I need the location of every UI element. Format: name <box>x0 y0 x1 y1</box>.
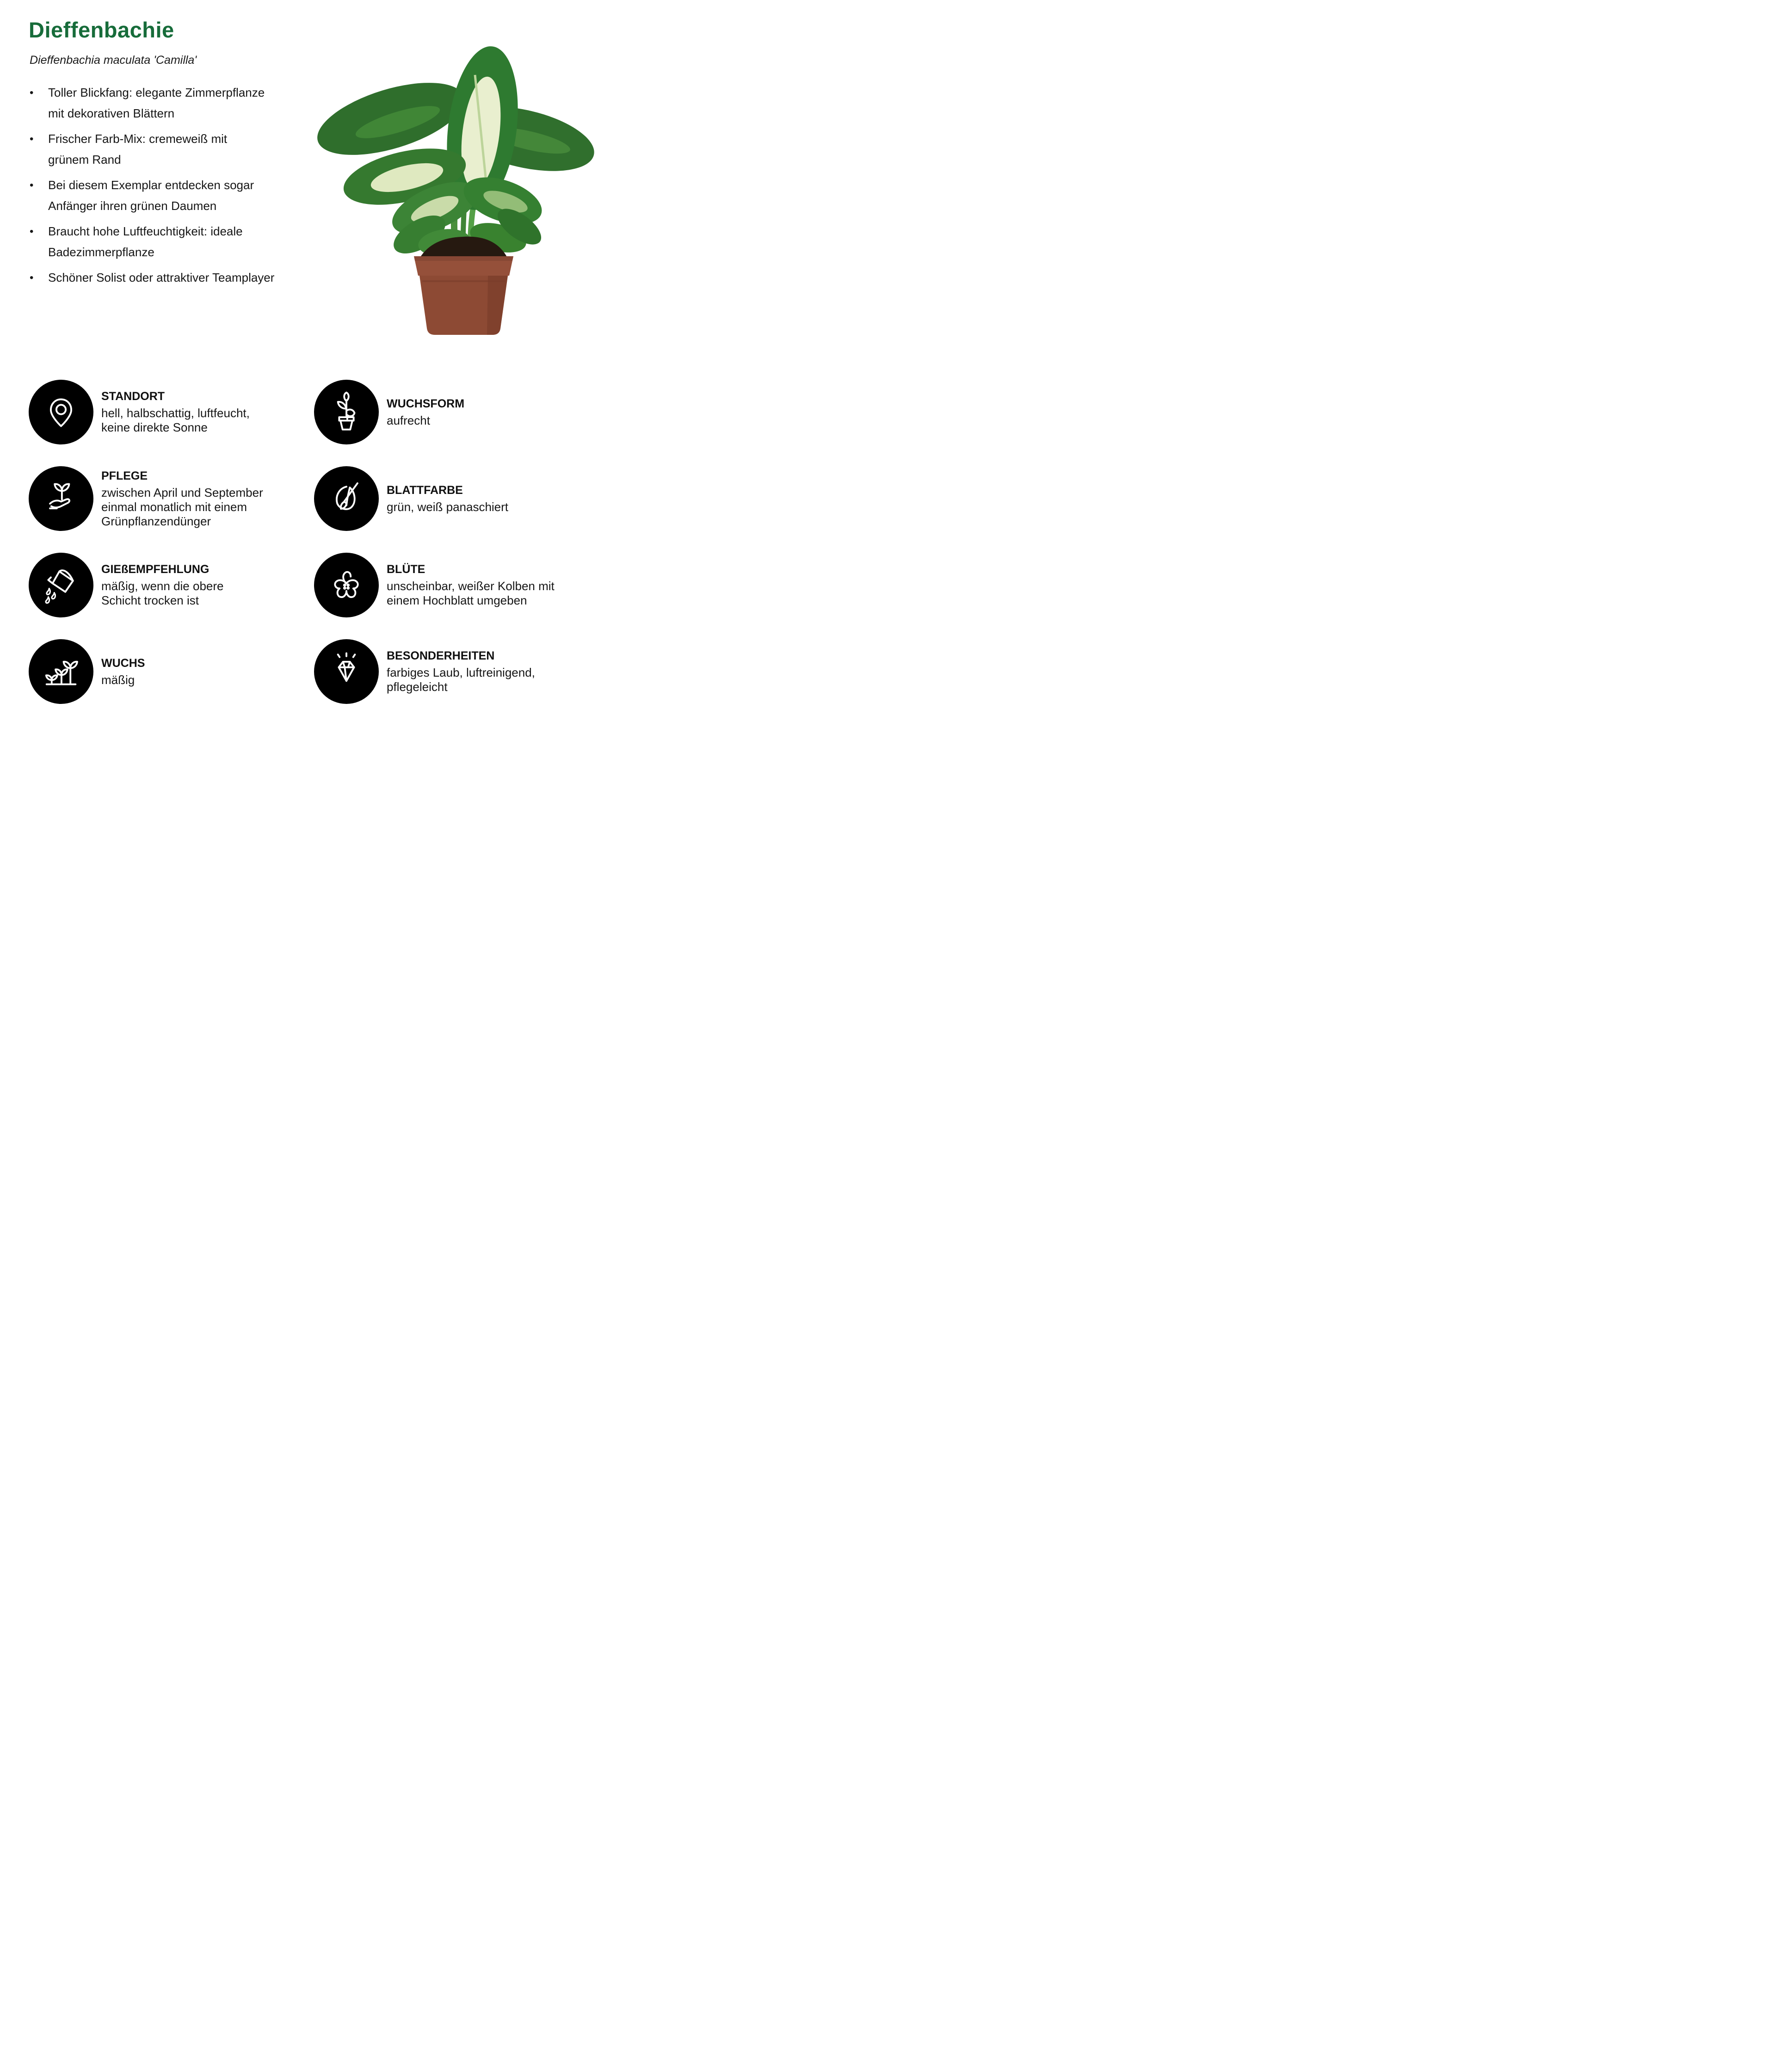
plant-photo <box>303 24 604 345</box>
info-line: mäßig <box>101 672 135 687</box>
info-line: pflegeleicht <box>387 680 448 694</box>
flower-icon <box>314 553 379 617</box>
info-line: Schicht trocken ist <box>101 593 199 607</box>
care-info-grid <box>29 369 573 712</box>
info-line: einem Hochblatt umgeben <box>387 593 527 607</box>
plant-pot <box>414 256 513 335</box>
info-title: WUCHS <box>101 656 145 670</box>
botanical-name: Dieffenbachia maculata 'Camilla' <box>30 54 197 67</box>
bullet-icon: • <box>30 86 34 99</box>
info-title: BESONDERHEITEN <box>387 649 495 662</box>
info-line: keine direkte Sonne <box>101 420 208 434</box>
location-pin-icon <box>29 380 93 444</box>
bullet-text: mit dekorativen Blättern <box>48 106 175 120</box>
bullet-icon: • <box>30 271 34 284</box>
info-title: PFLEGE <box>101 469 148 482</box>
info-row-pflege <box>29 455 288 542</box>
info-title: GIEßEMPFEHLUNG <box>101 563 210 576</box>
bullet-text: grünem Rand <box>48 153 121 166</box>
list-item <box>29 267 306 288</box>
bullet-text: Toller Blickfang: elegante Zimmerpflanze <box>48 86 265 99</box>
bullet-icon: • <box>30 225 34 238</box>
list-item <box>29 175 306 216</box>
bullet-icon: • <box>30 179 34 191</box>
info-line: zwischen April und September <box>101 485 263 500</box>
watering-can-icon <box>29 553 93 617</box>
diamond-icon <box>314 639 379 704</box>
feature-list <box>29 82 306 293</box>
info-title: BLÜTE <box>387 563 426 576</box>
info-title: WUCHSFORM <box>387 397 465 410</box>
info-title: BLATTFARBE <box>387 483 463 497</box>
info-line: einmal monatlich mit einem <box>101 500 247 514</box>
bullet-text: Braucht hohe Luftfeuchtigkeit: ideale <box>48 224 243 238</box>
list-item <box>29 129 306 170</box>
list-item <box>29 221 306 263</box>
bullet-icon: • <box>30 133 34 145</box>
growth-stages-icon <box>29 639 93 704</box>
info-row-standort <box>29 369 288 455</box>
info-line: Grünpflanzendünger <box>101 514 211 528</box>
info-line: farbiges Laub, luftreinigend, <box>387 666 535 679</box>
info-title: STANDORT <box>101 390 165 403</box>
bullet-text: Bei diesem Exemplar entdecken sogar <box>48 178 254 192</box>
list-item <box>29 82 306 124</box>
info-line: unscheinbar, weißer Kolben mit <box>387 579 555 593</box>
info-row-besonderheiten <box>314 628 573 712</box>
bullet-text: Schöner Solist oder attraktiver Teamplayer <box>48 271 275 284</box>
info-line: mäßig, wenn die obere <box>101 579 224 593</box>
potted-plant-icon <box>314 380 379 444</box>
plant-illustration <box>303 24 604 345</box>
bullet-text: Frischer Farb-Mix: cremeweiß mit <box>48 132 228 146</box>
hand-sprout-icon <box>29 466 93 531</box>
bullet-text: Anfänger ihren grünen Daumen <box>48 199 217 213</box>
info-row-blattfarbe <box>314 455 573 542</box>
info-row-wuchsform <box>314 369 573 455</box>
info-line: aufrecht <box>387 413 430 427</box>
info-line: grün, weiß panaschiert <box>387 500 509 514</box>
info-row-bluete <box>314 542 573 628</box>
info-row-wuchs <box>29 628 288 712</box>
leaf-paintbrush-icon <box>314 466 379 531</box>
info-line: hell, halbschattig, luftfeucht, <box>101 406 250 420</box>
bullet-text: Badezimmerpflanze <box>48 245 154 259</box>
page-title: Dieffenbachie <box>29 18 174 42</box>
info-row-giessempfehlung <box>29 542 288 628</box>
plant-info-sheet <box>0 0 610 712</box>
